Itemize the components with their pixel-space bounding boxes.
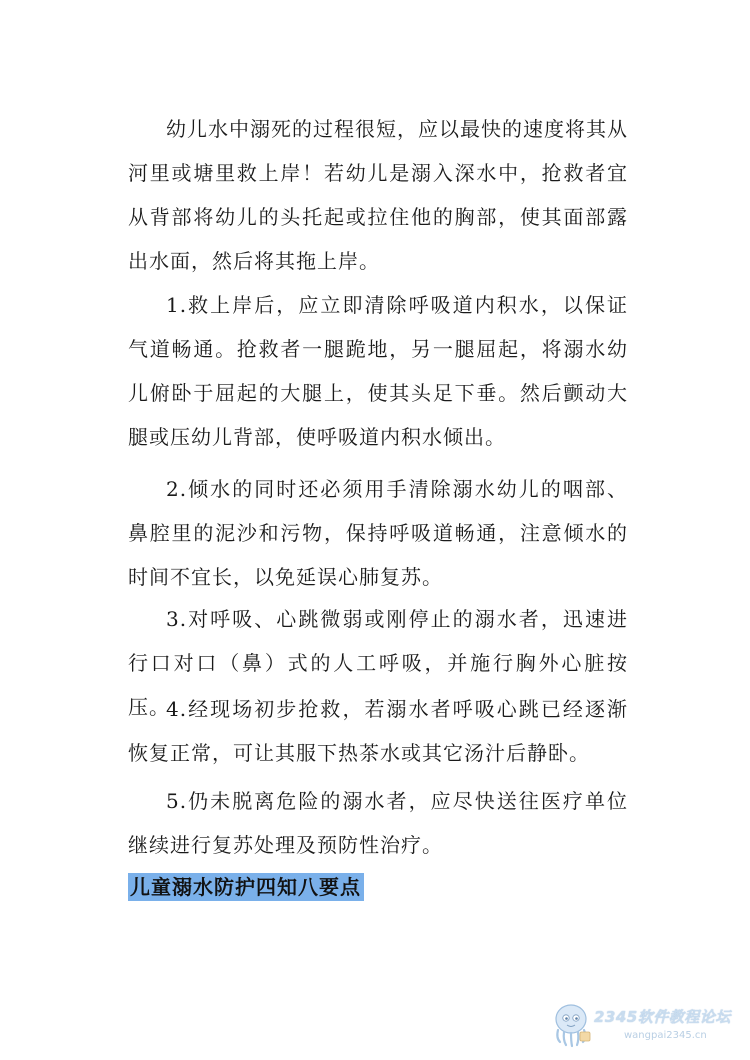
watermark	[550, 1000, 736, 1052]
step-5-paragraph: 5.仍未脱离危险的溺水者，应尽快送往医疗单位继续进行复苏处理及预防性治疗。	[128, 789, 628, 857]
step-1-paragraph: 1.救上岸后，应立即清除呼吸道内积水，以保证气道畅通。抢救者一腿跪地，另一腿屈起，将溺水幼儿俯卧于屈起的大腿上，使其头足下垂。然后颤动大腿或压幼儿背部，使呼吸道内积水倾出。	[128, 293, 628, 449]
octopus-mascot-icon	[550, 1002, 594, 1048]
intro-paragraph: 幼儿水中溺死的过程很短，应以最快的速度将其从河里或塘里救上岸！若幼儿是溺入深水中，抢救者宜从背部将幼儿的头托起或拉住他的胸部，使其面部露出水面，然后将其拖上岸。	[128, 117, 628, 273]
step-2-paragraph: 2.倾水的同时还必须用手清除溺水幼儿的咽部、鼻腔里的泥沙和污物，保持呼吸道畅通，注意倾水的时间不宜长，以免延误心肺复苏。	[128, 477, 628, 589]
step-3-paragraph: 3.对呼吸、心跳微弱或刚停止的溺水者，迅速进行口对口（鼻）式的人工呼吸，并施行胸外心脏按压。	[128, 607, 628, 719]
section-heading: 儿童溺水防护四知八要点	[128, 873, 364, 901]
watermark-url: wangpai2345.cn	[624, 1030, 707, 1041]
step-4-paragraph: 4.经现场初步抢救，若溺水者呼吸心跳已经逐渐恢复正常，可让其服下热茶水或其它汤汁后静卧。	[128, 697, 628, 765]
watermark-brand: 2345软件教程论坛	[594, 1008, 731, 1026]
